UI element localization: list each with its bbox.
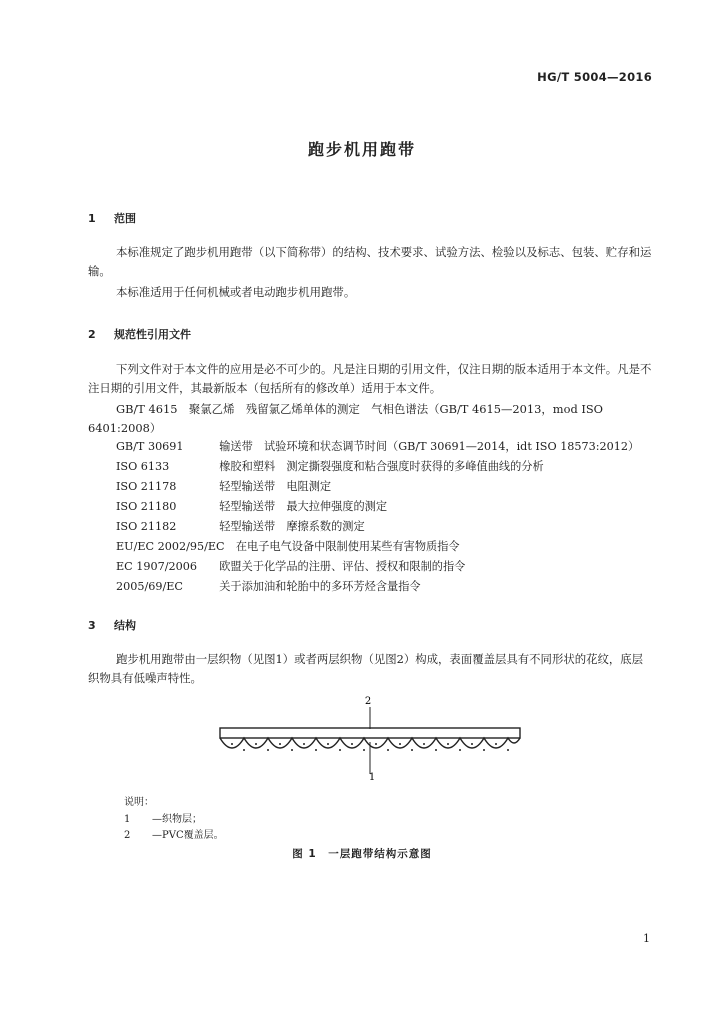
section-title: 规范性引用文件 xyxy=(114,328,191,341)
reference-title: 轻型输送带 摩擦系数的测定 xyxy=(219,520,365,533)
legend-text: —PVC覆盖层。 xyxy=(152,830,224,841)
legend-text: —织物层； xyxy=(152,814,202,825)
document-title: 跑步机用跑带 xyxy=(307,140,416,159)
figure-label-1: 1 xyxy=(368,772,376,782)
section-heading-3 xyxy=(88,617,136,633)
reference-item xyxy=(116,498,387,514)
reference-code: 2005/69/EC xyxy=(116,580,183,593)
figure-legend-item xyxy=(124,812,202,827)
section-number: 2 xyxy=(88,328,96,341)
paragraph: 本标准适用于任何机械或者电动跑步机用跑带。 xyxy=(116,285,356,299)
section-number: 3 xyxy=(88,619,96,632)
reference-title: 关于添加油和轮胎中的多环芳烃含量指令 xyxy=(219,580,421,593)
figure-legend-item xyxy=(124,828,224,843)
reference-code: ISO 21180 xyxy=(116,500,177,513)
reference-item xyxy=(116,538,460,554)
paragraph: 跑步机用跑带由一层织物（见图1）或者两层织物（见图2）构成，表面覆盖层具有不同形状的花纹，底层织物具有低噪声特性。 xyxy=(88,652,644,685)
reference-item xyxy=(116,438,639,454)
reference-title: 欧盟关于化学品的注册、评估、授权和限制的指令 xyxy=(219,560,466,573)
reference-code: EC 1907/2006 xyxy=(116,560,197,573)
reference-code: ISO 6133 xyxy=(116,460,170,473)
belt-structure-diagram xyxy=(210,692,530,782)
reference-code: ISO 21178 xyxy=(116,480,177,493)
reference-item xyxy=(116,458,544,474)
pvc-cover-layer xyxy=(220,728,520,738)
figure-label-2: 2 xyxy=(364,696,372,707)
section-title: 范围 xyxy=(114,212,136,225)
reference-title: 在电子电气设备中限制使用某些有害物质指令 xyxy=(235,540,460,553)
standard-number: HG/T 5004—2016 xyxy=(537,70,652,84)
figure-caption: 图 1 一层跑带结构示意图 xyxy=(292,848,432,860)
reference-title: 输送带 试验环境和状态调节时间（GB/T 30691—2014，idt ISO 18573:2012） xyxy=(219,440,640,453)
reference-title: 橡胶和塑料 测定撕裂强度和粘合强度时获得的多峰值曲线的分析 xyxy=(219,460,544,473)
legend-number: 1 xyxy=(124,814,131,825)
reference-item xyxy=(116,478,331,494)
page-number: 1 xyxy=(643,932,650,945)
section-number: 1 xyxy=(88,212,96,225)
paragraph: 下列文件对于本文件的应用是必不可少的。凡是注日期的引用文件，仅注日期的版本适用于本文件。凡是不注日期的引用文件，其最新版本（包括所有的修改单）适用于本文件。 xyxy=(88,362,652,395)
reference-code: EU/EC 2002/95/EC xyxy=(116,540,225,553)
reference-item xyxy=(116,578,421,594)
figure-legend-title: 说明： xyxy=(124,797,154,808)
paragraph: 本标准规定了跑步机用跑带（以下简称带）的结构、技术要求、试验方法、检验以及标志、包装、贮存和运输。 xyxy=(88,245,652,278)
legend-number: 2 xyxy=(124,830,131,841)
reference-item xyxy=(116,558,465,574)
reference-item xyxy=(116,518,365,534)
section-title: 结构 xyxy=(114,619,136,632)
section-heading-2 xyxy=(88,326,191,342)
reference-code: GB/T 30691 xyxy=(116,440,184,453)
reference-code: ISO 21182 xyxy=(116,520,177,533)
section-heading-1 xyxy=(88,210,136,226)
reference-title: 轻型输送带 最大拉伸强度的测定 xyxy=(219,500,388,513)
paragraph-reference: GB/T 4615 聚氯乙烯 残留氯乙烯单体的测定 气相色谱法（GB/T 4615—2013，mod ISO 6401:2008） xyxy=(88,402,603,435)
reference-title: 轻型输送带 电阻测定 xyxy=(219,480,332,493)
